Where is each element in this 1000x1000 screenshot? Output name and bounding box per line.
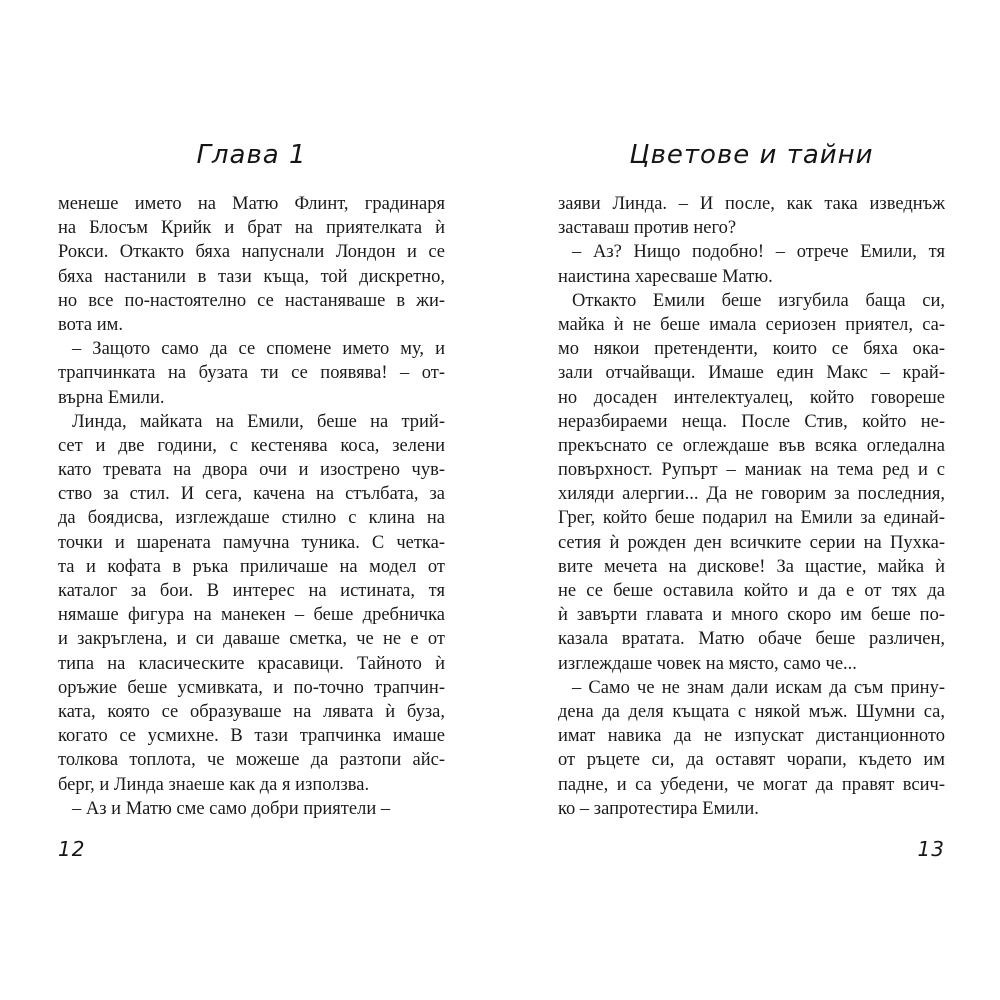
text-line: Откакто Емили беше изгубила баща си,	[572, 290, 945, 311]
text-line: зали отчайващи. Имаше един Макс – край-	[558, 363, 945, 384]
text-line: точки и шарената памучна туника. С четка-	[58, 532, 445, 553]
text-line: мо някои претенденти, които се бяха ока-	[558, 339, 945, 360]
text-line: наистина харесваше Матю.	[558, 266, 773, 287]
text-line: сет и две години, с кестенява коса, зелени	[58, 435, 445, 456]
text-line: – Защото само да се спомене името му, и	[72, 339, 445, 360]
text-line: – Само че не знам дали искам да съм прину-	[572, 677, 945, 698]
text-line: от ръцете си, да оставят чорапи, където им	[558, 750, 945, 771]
text-line: но досаден интелектуалец, който говореше	[558, 387, 945, 408]
text-line: сетия ѝ рожден ден всичките серии на Пухка-	[558, 532, 945, 553]
text-line: прекъснато се оглеждаше във всяка огледална	[558, 435, 945, 456]
text-line: ката, която се образуваше на лявата ѝ буза,	[58, 701, 445, 722]
text-line: типа на класическите красавици. Тайното ѝ	[58, 653, 445, 674]
page-left	[58, 140, 445, 861]
text-line: – Аз? Нищо подобно! – отрече Емили, тя	[572, 242, 945, 263]
text-line: дена да деля къщата с някой мъж. Шумни са,	[558, 701, 945, 722]
text-line: заяви Линда. – И после, как така изведнъж	[558, 194, 945, 214]
text-line: Грег, който беше подарил на Емили за единай-	[558, 508, 945, 529]
text-line: ко – запротестира Емили.	[558, 798, 759, 819]
text-line: и закръглена, и си даваше сметка, че не е от	[58, 629, 445, 650]
text-line: – Аз и Матю сме само добри приятели –	[72, 798, 391, 819]
text-line: толкова топлота, че можеше да разтопи айс-	[58, 750, 445, 771]
text-line: берг, и Линда знаеше как да я използва.	[58, 774, 370, 795]
text-line: вота им.	[58, 314, 123, 335]
text-line: не се беше оставила който и да е от тях да	[558, 581, 945, 601]
text-line: вите мечета на дискове! За щастие, майка ѝ	[558, 556, 945, 577]
body-text-right	[558, 192, 945, 821]
text-line: падне, и са убедени, че могат да правят всич-	[558, 774, 945, 795]
text-line: Линда, майката на Емили, беше на трий-	[72, 411, 445, 432]
text-line: оръжие беше усмивката, и по-точно трапчин-	[58, 677, 445, 698]
page-right	[558, 140, 945, 861]
text-line: каталог за бои. В интерес на истината, тя	[58, 581, 445, 601]
text-line: майка ѝ не беше имала сериозен приятел, са-	[558, 314, 945, 335]
text-line: бяха настанили в тази къща, той дискретно,	[58, 266, 445, 287]
text-line: казала вратата. Матю обаче беше различен,	[558, 629, 945, 650]
text-line: изглеждаше човек на място, само че...	[558, 653, 857, 674]
text-line: ѝ завърти главата и много скоро им беше по-	[558, 605, 945, 626]
body-text-left	[58, 192, 445, 821]
page-number-right: 13	[917, 836, 945, 861]
text-line: но все по-настоятелно се настаняваше в жи-	[58, 290, 445, 311]
text-line: трапчинката на бузата ти се появява! – от-	[58, 363, 445, 384]
text-line: като тревата на двора очи и изострено чув-	[58, 460, 445, 481]
chapter-heading: Глава 1	[196, 140, 307, 170]
text-line: повърхност. Рупърт – маниак на тема ред и с	[558, 460, 945, 481]
text-line: ство за стил. И сега, качена на стълбата, за	[58, 484, 445, 505]
running-header: Цветове и тайни	[629, 140, 874, 170]
text-line: да боядисва, изглеждаше стилно с клина на	[58, 508, 445, 529]
text-line: на Блосъм Крийк и брат на приятелката ѝ	[58, 218, 445, 239]
text-line: Рокси. Откакто бяха напуснали Лондон и се	[58, 242, 445, 263]
text-line: имат навика да не изпускат дистанционното	[558, 726, 945, 747]
text-line: та и кофата в ръка приличаше на модел от	[58, 556, 445, 577]
text-line: менеше името на Матю Флинт, градинаря	[58, 194, 445, 214]
text-line: нямаше фигура на манекен – беше дребничка	[58, 605, 445, 626]
text-line: когато се усмихне. В тази трапчинка имаше	[58, 726, 445, 747]
text-line: върна Емили.	[58, 387, 165, 408]
text-line: заставаш против него?	[558, 218, 737, 239]
text-line: неразбираеми неща. После Стив, който не-	[558, 411, 945, 432]
page-number-left: 12	[58, 836, 86, 861]
text-line: хиляди алергии... Да не говорим за последния,	[558, 484, 945, 505]
